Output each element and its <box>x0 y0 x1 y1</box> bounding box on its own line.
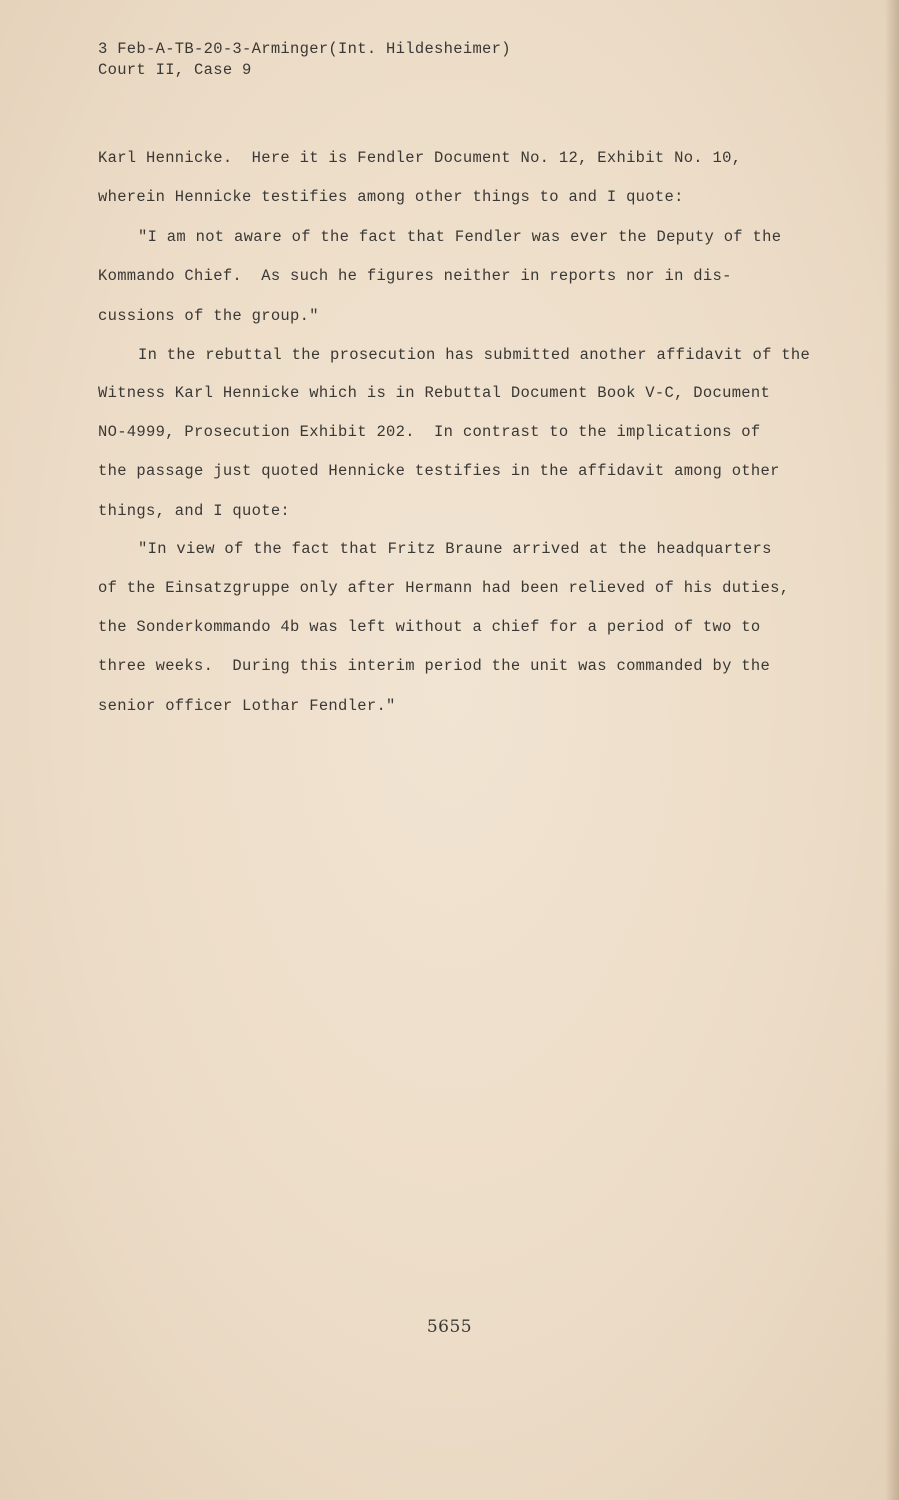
body-line: wherein Hennicke testifies among other things to and I quote: <box>98 188 684 206</box>
body-line: the passage just quoted Hennicke testifies in the affidavit among other <box>98 462 780 480</box>
quote-line: Kommando Chief. As such he figures neither in reports nor in dis- <box>98 267 732 285</box>
quote-line: "I am not aware of the fact that Fendler was ever the Deputy of the <box>138 228 782 246</box>
header-reference: 3 Feb-A-TB-20-3-Arminger(Int. Hildesheimer) <box>98 40 511 58</box>
page-number: 5655 <box>426 1317 473 1337</box>
body-line: NO-4999, Prosecution Exhibit 202. In contrast to the implications of <box>98 423 761 441</box>
body-line: Karl Hennicke. Here it is Fendler Document No. 12, Exhibit No. 10, <box>98 149 742 167</box>
quote-line: "In view of the fact that Fritz Braune arrived at the headquarters <box>138 540 772 558</box>
quote-line: senior officer Lothar Fendler." <box>98 697 396 715</box>
body-line: Witness Karl Hennicke which is in Rebuttal Document Book V-C, Document <box>98 384 771 402</box>
body-line: things, and I quote: <box>98 502 291 520</box>
body-line: In the rebuttal the prosecution has submitted another affidavit of the <box>138 346 811 364</box>
quote-line: three weeks. During this interim period the unit was commanded by the <box>98 657 771 675</box>
quote-line: the Sonderkommando 4b was left without a chief for a period of two to <box>98 618 761 636</box>
quote-line: of the Einsatzgruppe only after Hermann had been relieved of his duties, <box>98 579 790 597</box>
quote-line: cussions of the group." <box>98 307 319 325</box>
header-court-case: Court II, Case 9 <box>98 61 252 79</box>
page-edge-shadow <box>885 0 899 1500</box>
